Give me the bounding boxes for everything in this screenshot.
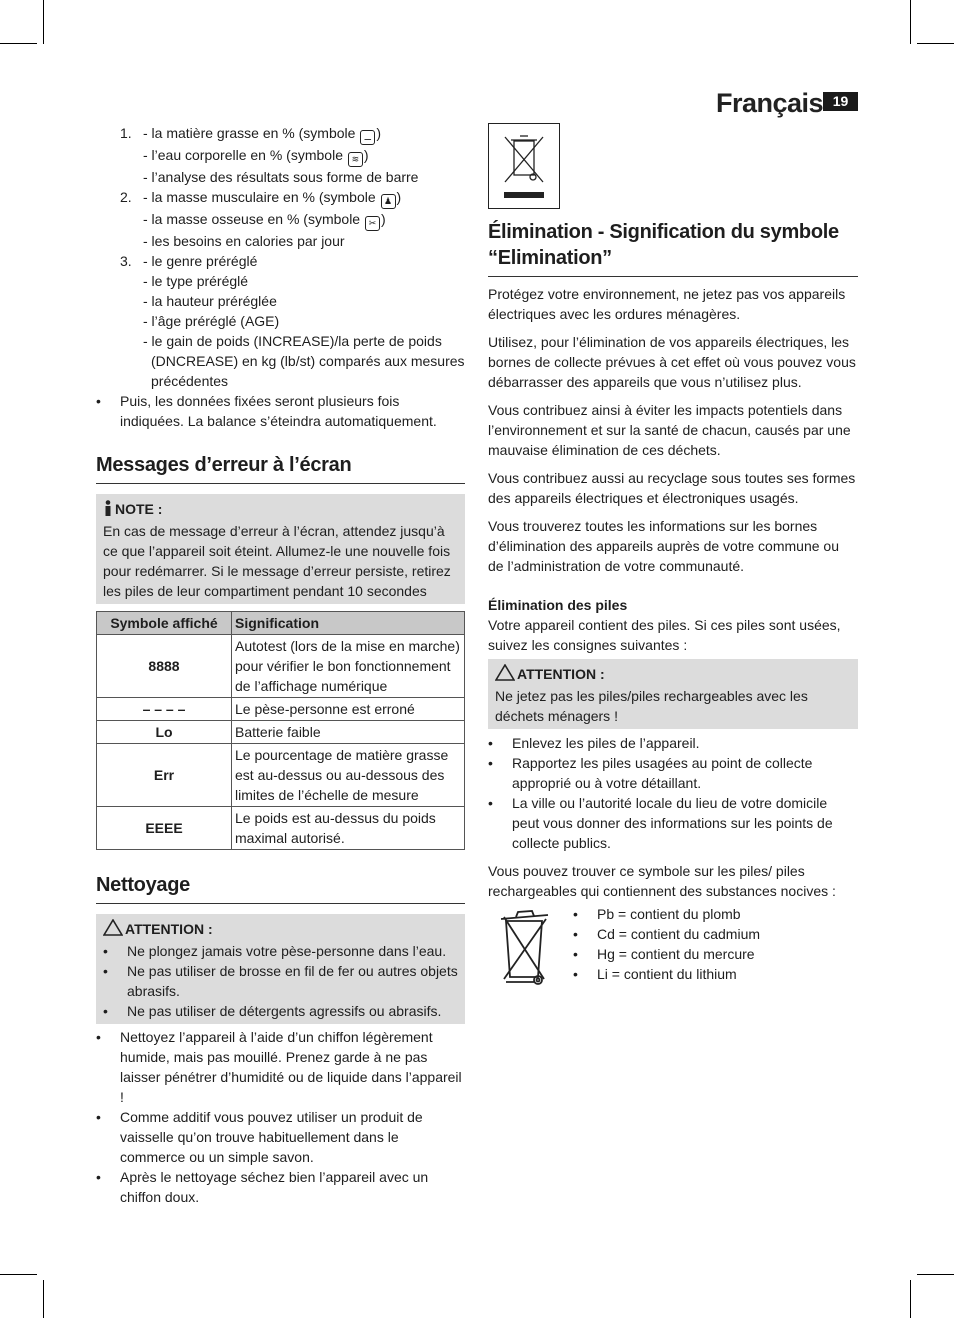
list-item: • Li = contient du lithium [573,964,858,984]
list-line [143,331,465,351]
table-cell-meaning: Le pèse-personne est erroné [232,698,465,721]
muscle-symbol-icon: ♟ [381,194,396,209]
info-icon [103,500,113,521]
water-symbol-icon: ≋ [348,152,363,167]
crop-mark [917,1274,954,1275]
paragraph: Utilisez, pour l’élimination de vos appareils électriques, les bornes de collecte prévues à cet effet où vous pouvez vous débarrasser des appareils que vous n’utilisez plus. [488,334,856,390]
crop-mark [43,1280,44,1318]
table-header: Signification [232,612,465,635]
crop-mark [0,43,37,44]
note-title-row [103,499,458,521]
table-cell-meaning: Le poids est au-dessus du poids maximal autorisé. [232,807,465,850]
table-cell-symbol: EEEE [97,807,232,850]
list-line-end: ) [376,125,381,141]
battery-symbol-row [488,907,858,993]
page-number: 19 [823,92,858,111]
fat-symbol-icon: ⚊ [360,130,375,145]
error-table [96,611,465,850]
list-item: • Hg = contient du mercure [573,944,858,964]
numbered-list-item [96,123,465,187]
crop-mark [917,43,954,44]
list-line [143,231,465,251]
list-line-text: - la hauteur préréglée [143,293,277,309]
table-row [97,807,465,850]
disposal-heading-wrap [488,219,858,277]
table-cell-symbol: Err [97,744,232,807]
list-line [143,187,465,209]
list-item: • Comme additif vous pouvez utiliser un produit de vaisselle qu’on trouve habituellement dans le commerce ou un simple savon. [96,1107,465,1167]
table-cell-meaning: Le pourcentage de matière grasse est au-dessus ou au-dessous des limites de l’échelle de mesure [232,744,465,807]
cleaning-list [96,1027,465,1207]
list-line-end: ) [380,211,386,227]
list-line-end: ) [396,189,402,205]
list-number: 3. [120,253,132,269]
paragraph: Vous contribuez ainsi à éviter les impacts potentiels dans l’environnement et sur la santé de chacun, causés par une mauvaise élimination de ces déchets. [488,402,851,458]
list-line-text: - la matière grasse en % (symbole [143,125,360,141]
numbered-list-item [96,187,465,251]
note-title: NOTE : [115,501,163,517]
list-line-text: - le genre préréglé [143,253,258,269]
crossed-bin-icon [488,123,560,209]
list-line [143,371,465,391]
attention-title-row [495,664,851,686]
crop-mark [910,0,911,44]
batteries-intro: Votre appareil contient des piles. Si ces piles sont usées, suivez les consignes suivantes : [488,617,841,653]
list-line [143,209,465,231]
batteries-list [488,733,858,853]
list-line-text: - le gain de poids (INCREASE)/la perte de poids [143,333,442,349]
table-cell-symbol: – – – – [97,698,232,721]
list-line-text: précédentes [151,373,229,389]
list-line [143,145,465,167]
left-column [96,123,465,1207]
list-line-text: - l’eau corporelle en % (symbole [143,147,347,163]
table-row [97,744,465,807]
right-column [488,123,858,993]
paragraph: Protégez votre environnement, ne jetez pas vos appareils électriques avec les ordures ménagères. [488,286,846,322]
list-line-text: - les besoins en calories par jour [143,233,345,249]
crop-mark [910,1280,911,1318]
list-line-text: - le type préréglé [143,273,249,289]
list-item: • Pb = contient du plomb [573,904,858,924]
table-row [97,721,465,744]
list-item: • Ne pas utiliser de brosse en fil de fer ou autres objets abrasifs. [103,961,458,1001]
table-cell-symbol: Lo [97,721,232,744]
list-line-text: - la masse osseuse en % (symbole [143,211,364,227]
cleaning-section-heading: Nettoyage [96,874,190,896]
batteries-heading: Élimination des piles [488,597,628,613]
list-number: 2. [120,189,132,205]
list-item: • Puis, les données fixées seront plusieurs fois indiquées. La balance s’éteindra automatiquement. [96,391,465,431]
list-item: • Rapportez les piles usagées au point de collecte approprié ou à votre détaillant. [488,753,858,793]
list-line [143,167,465,187]
list-line-text: (DNCREASE) en kg (lb/st) comparés aux mesures [151,353,465,369]
list-item: • Cd = contient du cadmium [573,924,858,944]
list-line [143,123,465,145]
attention-title: ATTENTION : [125,921,213,937]
paragraph: Vous trouverez toutes les informations sur les bornes d’élimination des appareils auprès de votre commune ou de l’administration de votre communauté. [488,518,839,574]
list-item: • La ville ou l’autorité locale du lieu de votre domicile peut vous donner des informations sur les points de collecte publics. [488,793,858,853]
list-line [143,291,465,311]
list-item: • Ne plongez jamais votre pèse-personne dans l’eau. [103,941,458,961]
warning-triangle-icon [103,919,123,941]
cleaning-section-heading-wrap [96,872,465,904]
table-header: Symbole affiché [97,612,232,635]
numbered-list-item [96,251,465,391]
batteries-attention-box [488,659,858,729]
list-item: • Ne pas utiliser de détergents agressifs ou abrasifs. [103,1001,458,1021]
list-item: • Nettoyez l’appareil à l’aide d’un chiffon légèrement humide, mais pas mouillé. Prenez garde à ne pas laisser pénétrer d’humidité ou de liquide dans l’appareil ! [96,1027,465,1107]
table-cell-meaning: Autotest (lors de la mise en marche) pour vérifier le bon fonctionnement de l’affichage numérique [232,635,465,698]
page-language-title: Français [716,88,824,118]
weee-symbol-wrap [488,123,858,219]
error-section-heading-wrap [96,452,465,484]
table-row [97,635,465,698]
list-line [143,311,465,331]
list-line-end: ) [363,147,369,163]
list-line [143,251,465,271]
table-cell-symbol: 8888 [97,635,232,698]
table-row [97,698,465,721]
crop-mark [43,0,44,44]
disposal-text [488,284,858,576]
table-cell-meaning: Batterie faible [232,721,465,744]
disposal-heading: Élimination - Signification du symbole “Elimination” [488,221,839,269]
bone-symbol-icon: ✂ [365,216,380,231]
list-number: 1. [120,125,132,141]
list-line-text: - l’analyse des résultats sous forme de barre [143,169,419,185]
list-item: • Enlevez les piles de l’appareil. [488,733,858,753]
attention-text: Ne jetez pas les piles/piles rechargeables avec les déchets ménagers ! [495,688,808,724]
list-line-text: - l’âge préréglé (AGE) [143,313,280,329]
error-section-heading: Messages d’erreur à l’écran [96,454,352,476]
cleaning-attention-box [96,914,465,1024]
list-line [143,351,465,371]
crossed-battery-bin-icon [492,907,558,989]
symbol-intro: Vous pouvez trouver ce symbole sur les piles/ piles rechargeables qui contiennent des substances nocives : [488,863,836,899]
substances-list [573,904,858,984]
warning-triangle-icon [495,664,515,686]
attention-list [103,941,458,1021]
list-line [143,271,465,291]
table-header-row [97,612,465,635]
list-item: • Après le nettoyage séchez bien l’appareil avec un chiffon doux. [96,1167,465,1207]
list-line-text: - la masse musculaire en % (symbole [143,189,380,205]
display-sequence-list [96,123,465,391]
note-text: En cas de message d’erreur à l’écran, attendez jusqu’à ce que l’appareil soit éteint. Allumez-le une nouvelle fois pour redémarrer. Si le message d’erreur persiste, retirez les piles de leur compartiment pendant 10 secondes [103,523,451,599]
paragraph: Vous contribuez aussi au recyclage sous toutes ses formes des appareils électriques et électroniques usagés. [488,470,856,506]
display-info-list [96,391,465,431]
attention-title: ATTENTION : [517,666,605,682]
crop-mark [0,1274,37,1275]
attention-title-row [103,919,458,941]
note-box [96,494,465,604]
